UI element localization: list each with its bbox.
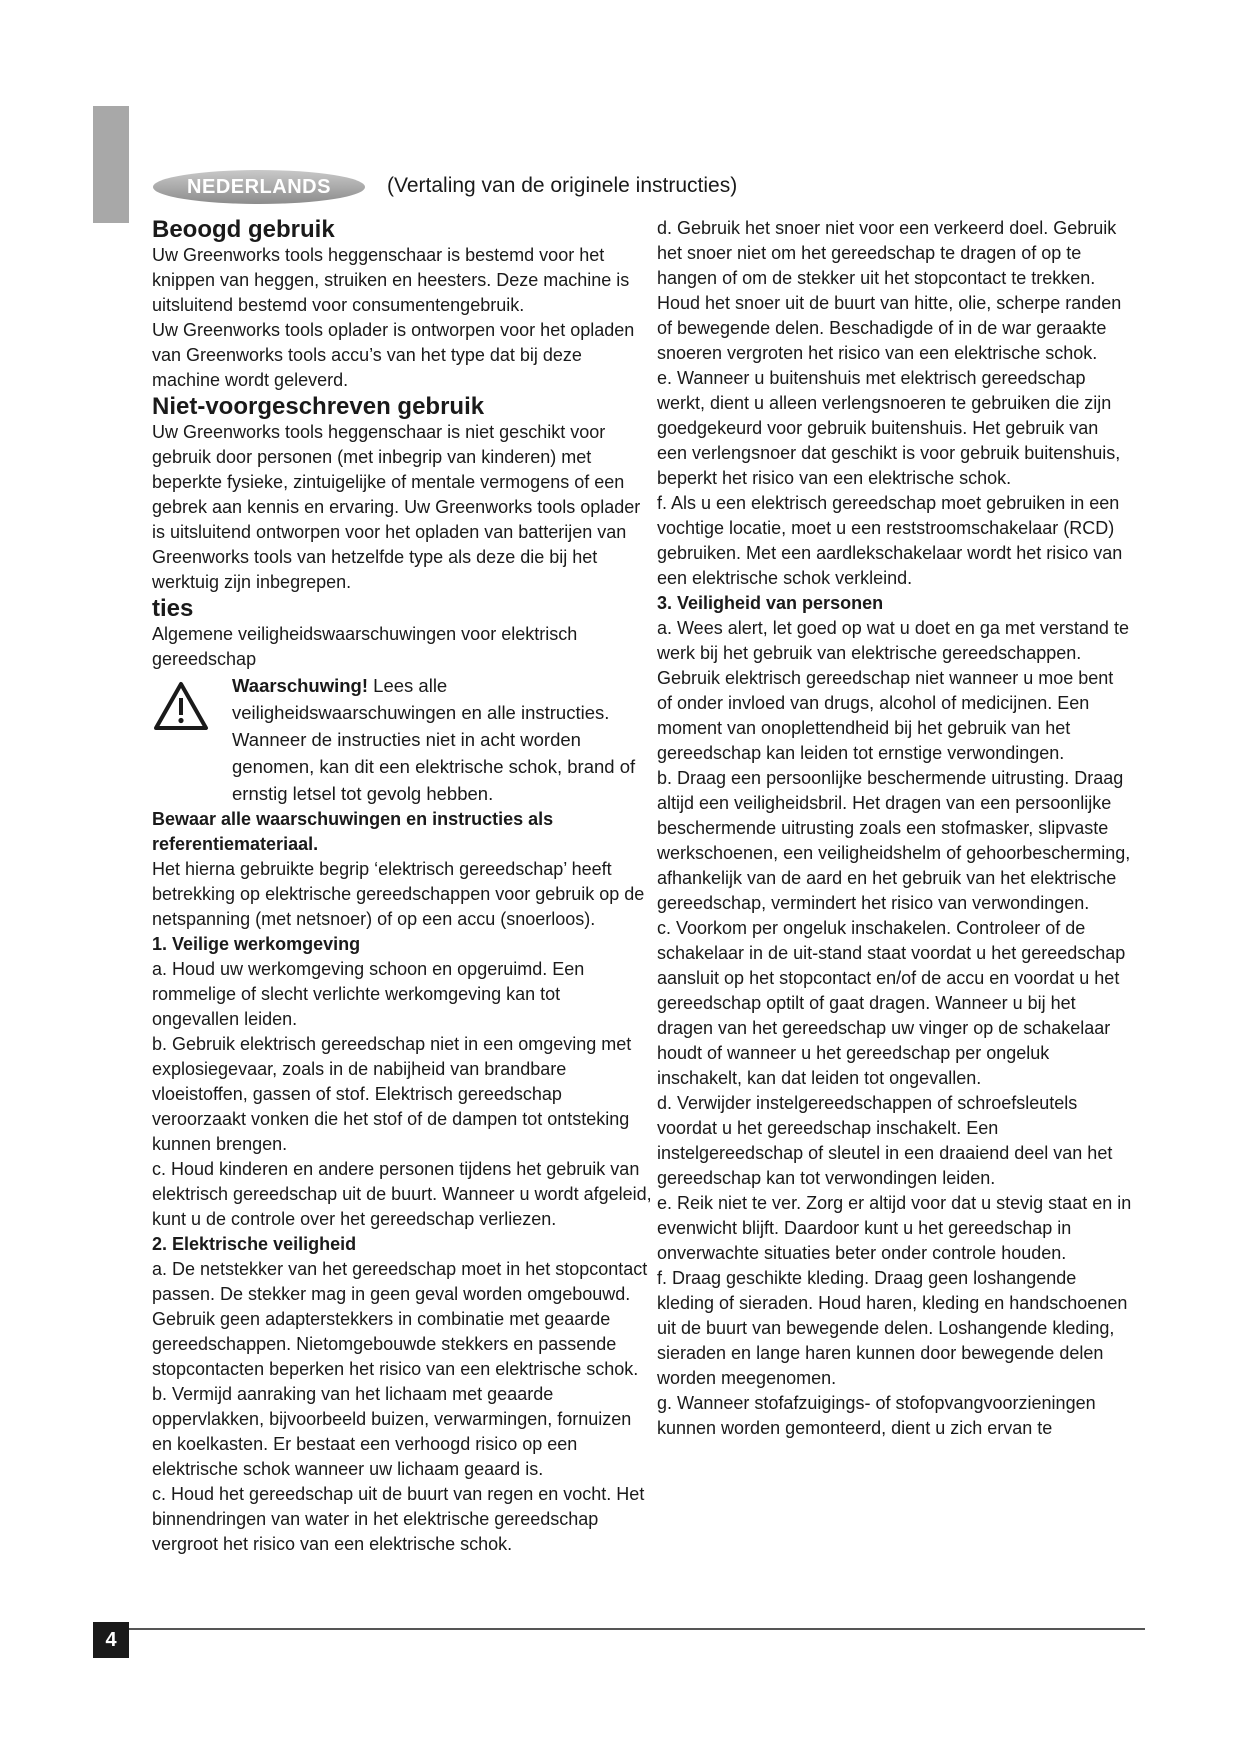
heading-ties: ties bbox=[152, 595, 194, 622]
warning-block bbox=[152, 672, 652, 807]
header-subtitle: (Vertaling van de originele instructies) bbox=[387, 174, 738, 197]
side-tab-marker bbox=[93, 106, 129, 223]
paragraph: Algemene veiligheidswaarschuwingen voor elektrisch gereedschap bbox=[152, 624, 578, 669]
paragraph: Uw Greenworks tools oplader is ontworpen voor het opladen van Greenworks tools accu’s van het type dat bij deze machine wordt geleverd. bbox=[152, 320, 635, 390]
heading-veilige-werkomgeving: 1. Veilige werkomgeving bbox=[152, 934, 361, 954]
list-item: e. Reik niet te ver. Zorg er altijd voor dat u stevig staat en in evenwicht blijft. Daardoor kunt u het gereedschap in onverwachte situaties beter onder controle houden. bbox=[657, 1193, 1132, 1263]
list-item: a. Houd uw werkomgeving schoon en opgeruimd. Een rommelige of slecht verlichte werkomgeving kan tot ongevallen leiden. bbox=[152, 959, 585, 1029]
list-item: c. Houd kinderen en andere personen tijdens het gebruik van elektrisch gereedschap uit de buurt. Wanneer u wordt afgeleid, kunt u de controle over het gereedschap verliezen. bbox=[152, 1159, 652, 1229]
heading-niet-voorgeschreven: Niet-voorgeschreven gebruik bbox=[152, 393, 485, 420]
footer-divider bbox=[128, 1628, 1145, 1630]
paragraph: Uw Greenworks tools heggenschaar is bestemd voor het knippen van heggen, struiken en heesters. Deze machine is uitsluitend bestemd voor consumentengebruik. bbox=[152, 245, 630, 315]
list-item: d. Gebruik het snoer niet voor een verkeerd doel. Gebruik het snoer niet om het gereedschap te dragen of op te hangen of om de stekker uit het stopcontact te trekken. Houd het snoer uit de buurt van hitte, olie, scherpe randen of bewegende delen. Beschadigde of in de war geraakte snoeren vergroten het risico van een elektrische schok. bbox=[657, 218, 1122, 363]
warning-body: Lees alle veiligheidswaarschuwingen en alle instructies. Wanneer de instructies niet in acht worden genomen, kan dit een elektrische schok, brand of ernstig letsel tot gevolg hebben. bbox=[232, 675, 636, 804]
list-item: a. Wees alert, let goed op wat u doet en ga met verstand te werk bij het gebruik van elektrische gereedschappen. Gebruik elektrisch gereedschap niet wanneer u moe bent of onder invloed van drugs, alcohol of medicijnen. Een moment van onoplettendheid bij het gebruik van het gereedschap kan leiden tot ernstige verwondingen. bbox=[657, 618, 1129, 763]
right-column bbox=[657, 216, 1132, 1441]
list-item: f. Draag geschikte kleding. Draag geen loshangende kleding of sieraden. Houd haren, kleding en handschoenen uit de buurt van bewegende delen. Loshangende kleding, sieraden en lange haren kunnen door bewegende delen worden meegenomen. bbox=[657, 1268, 1128, 1388]
list-item: f. Als u een elektrisch gereedschap moet gebruiken in een vochtige locatie, moet u een reststroomschakelaar (RCD) gebruiken. Met een aardlekschakelaar wordt het risico van een elektrische schok verkleind. bbox=[657, 493, 1123, 588]
list-item: c. Voorkom per ongeluk inschakelen. Controleer of de schakelaar in de uit-stand staat voordat u het gereedschap aansluit op het stopcontact en/of de accu en voordat u het gereedschap optilt of gaat dragen. Wanneer u bij het dragen van het gereedschap uw vinger op de schakelaar houdt of wanneer u het gereedschap per ongeluk inschakelt, kan dat leiden tot ongevallen. bbox=[657, 918, 1126, 1088]
language-badge: NEDERLANDS bbox=[153, 170, 365, 204]
paragraph: Uw Greenworks tools heggenschaar is niet geschikt voor gebruik door personen (met inbegrip van kinderen) met beperkte fysieke, zintuigelijke of mentale vermogens of een gebrek aan kennis en ervaring. Uw Greenworks tools oplader is uitsluitend ontworpen voor het opladen van batterijen van Greenworks tools van hetzelfde type als deze die bij het werktuig zijn inbegrepen. bbox=[152, 422, 641, 592]
list-item: g. Wanneer stofafzuigings- of stofopvangvoorzieningen kunnen worden gemonteerd, dient u zich ervan te bbox=[657, 1393, 1096, 1438]
list-item: d. Verwijder instelgereedschappen of schroefsleutels voordat u het gereedschap inschakelt. Een instelgereedschap of sleutel in een draaiend deel van het gereedschap kan tot verwondingen leiden. bbox=[657, 1093, 1113, 1188]
page-number: 4 bbox=[93, 1622, 129, 1658]
warning-triangle-icon bbox=[152, 672, 232, 807]
list-item: e. Wanneer u buitenshuis met elektrisch gereedschap werkt, dient u alleen verlengsnoeren te gebruiken die zijn goedgekeurd voor gebruik buitenshuis. Het gebruik van een verlengsnoer dat geschikt is voor gebruik buitenshuis, beperkt het risico van een elektrische schok. bbox=[657, 368, 1121, 488]
warning-label: Waarschuwing! bbox=[232, 675, 369, 696]
paragraph: Het hierna gebruikte begrip ‘elektrisch gereedschap’ heeft betrekking op elektrische gereedschappen voor gebruik op de netspanning (met netsnoer) of op een accu (snoerloos). bbox=[152, 859, 645, 929]
bewaar-notice: Bewaar alle waarschuwingen en instructies als referentiemateriaal. bbox=[152, 809, 554, 854]
list-item: b. Vermijd aanraking van het lichaam met geaarde oppervlakken, bijvoorbeeld buizen, verwarmingen, fornuizen en koelkasten. Er bestaat een verhoogd risico op een elektrische schok wanneer uw lichaam geaard is. bbox=[152, 1384, 632, 1479]
warning-text bbox=[232, 672, 652, 807]
heading-beoogd-gebruik: Beoogd gebruik bbox=[152, 216, 335, 243]
heading-veiligheid-personen: 3. Veiligheid van personen bbox=[657, 593, 884, 613]
list-item: b. Gebruik elektrisch gereedschap niet in een omgeving met explosiegevaar, zoals in de nabijheid van brandbare vloeistoffen, gassen of stof. Elektrisch gereedschap veroorzaakt vonken die het stof of de dampen tot ontsteking kunnen brengen. bbox=[152, 1034, 632, 1154]
left-column bbox=[152, 216, 652, 1557]
heading-elektrische-veiligheid: 2. Elektrische veiligheid bbox=[152, 1234, 357, 1254]
list-item: a. De netstekker van het gereedschap moet in het stopcontact passen. De stekker mag in geen geval worden omgebouwd. Gebruik geen adapterstekkers in combinatie met geaarde gereedschappen. Nietomgebouwde stekkers en passende stopcontacten beperken het risico van een elektrische schok. bbox=[152, 1259, 648, 1379]
list-item: b. Draag een persoonlijke beschermende uitrusting. Draag altijd een veiligheidsbril. Het dragen van een persoonlijke beschermende uitrusting zoals een stofmasker, slipvaste werkschoenen, een veiligheidshelm of gehoorbescherming, afhankelijk van de aard en het gebruik van het elektrische gereedschap, vermindert het risico van verwondingen. bbox=[657, 768, 1131, 913]
list-item: c. Houd het gereedschap uit de buurt van regen en vocht. Het binnendringen van water in het elektrische gereedschap vergroot het risico van een elektrische schok. bbox=[152, 1484, 645, 1554]
